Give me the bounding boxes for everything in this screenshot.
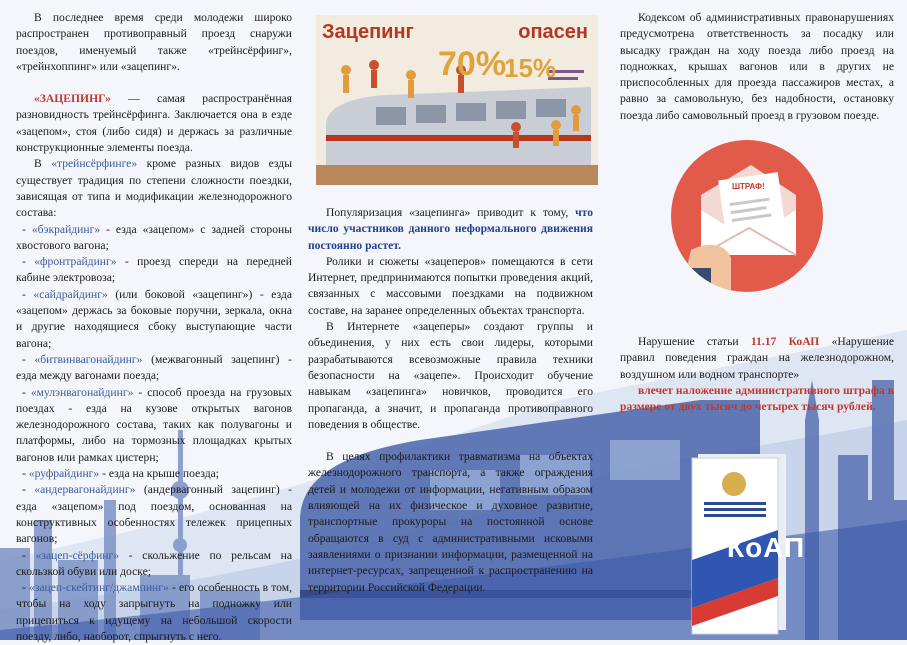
popularization-paragraph <box>308 205 593 254</box>
list-dash: - <box>22 483 35 497</box>
popularization-highlight: что число участников данного неформального движения постоянно растет. <box>308 206 593 252</box>
article-text-a: Нарушение статьи <box>638 335 751 348</box>
type-description: (андервагонный зацепинг) - езда «зацепом» под поездом, основанная на конструктивных особенностях тележек прицепных вагонов; <box>16 483 292 546</box>
type-term: «зацеп-скейтинг/джампинг» <box>29 581 169 595</box>
definition-paragraph <box>16 91 292 156</box>
list-dash: - <box>22 352 35 366</box>
type-item <box>16 222 292 255</box>
type-description: - скольжение по рельсам на скользкой обуви или доске; <box>16 548 292 578</box>
koap-book-label: КоАП <box>727 532 806 563</box>
trainsurfing-text-a: В <box>34 157 52 171</box>
list-dash: - <box>22 287 34 301</box>
type-description: - проезд спереди на передней кабине электровоза; <box>16 255 292 285</box>
list-dash: - <box>22 255 35 269</box>
article-paragraph <box>620 334 894 383</box>
type-item <box>16 352 292 385</box>
infographic-image <box>316 15 598 185</box>
list-dash: - <box>22 222 32 236</box>
zaceping-term: «ЗАЦЕПИНГ» <box>34 92 111 106</box>
right-column-top <box>620 10 894 124</box>
type-term: «руфрайдинг» <box>28 467 100 481</box>
intro-paragraph: В последнее время среди молодежи широко распространен противоправный проезд снаружи поездов, именуемый также «трейнсёрфинг», «трейнхоппинг» или «зацепинг». <box>16 11 292 73</box>
article-number: 11.17 КоАП <box>750 335 820 348</box>
popularization-text: Популяризация «зацепинга» приводит к тому, <box>326 206 576 219</box>
trainsurfing-term: «трейнсёрфинге» <box>51 157 138 171</box>
penalty-paragraph: влечет наложение административного штрафа в размере от двух тысяч до четырех тысяч рублей. <box>620 383 894 414</box>
infographic-title-left: Зацепинг <box>322 21 414 43</box>
internet-groups-paragraph: В Интернете «зацеперы» создают группы и объединения, у них есть свои лидеры, которыми разрабатываются всевозможные правила техники безопасности на «зацепе». Происходит обучение навыкам «зацепинга» новичков, проводится его пропаганда, а значит, и пропаганда противоправного поведения в обществе. <box>308 320 593 431</box>
fine-label: ШТРАФ! <box>732 182 765 191</box>
fine-icon-drawing <box>671 140 823 292</box>
infographic-title-right: опасен <box>518 21 588 43</box>
infographic-stat-2: 15% <box>504 53 557 83</box>
middle-column <box>308 205 593 596</box>
type-item <box>16 580 292 645</box>
type-term: «битвинвагонайдинг» <box>34 352 143 366</box>
trainsurfing-paragraph <box>16 156 292 221</box>
list-dash: - <box>22 467 29 481</box>
list-dash: - <box>22 548 36 562</box>
trainsurfing-text-b: кроме разных видов езды существует традиция по степени сложности поездки, зависящая от типа и модификации железнодорожного состава: <box>16 157 292 220</box>
article-text-b: «Нарушение правил поведения граждан на железнодорожном, воздушном или водном транспорте» <box>620 335 894 381</box>
type-description: - езда «зацепом» с задней стороны хвостового вагона; <box>16 222 292 252</box>
fine-icon <box>671 140 823 292</box>
type-description: - способ проезда на грузовых поездах - езда на кузове открытых вагонов железнодорожного состава, таких как полувагоны и платформы, либо на тормозных площадках крытых вагонов или рамках цистерн; <box>16 385 292 464</box>
type-description: (или боковой «зацепинг») - езда «зацепом» держась за боковые поручни, зеркала, окна и другие находящиеся сбоку выступающие части вагона; <box>16 287 292 350</box>
type-item <box>16 482 292 547</box>
list-dash: - <box>22 581 30 595</box>
type-item <box>16 385 292 466</box>
type-term: «сайдрайдинг» <box>33 287 108 301</box>
list-dash: - <box>22 385 31 399</box>
code-responsibility-paragraph: Кодексом об административных правонарушениях предусмотрена ответственность за посадку или высадку граждан на ходу поезда либо проезд на подножках, крышах вагонов или в других не приспособленных для проезда пассажиров местах, а равно за самовольную, без надобности, остановку поезда либо самовольный проезд в грузовом поезде. <box>620 11 894 122</box>
types-list <box>16 222 292 645</box>
videos-paragraph: Ролики и сюжеты «зацеперов» помещаются в сети Интернет, предпринимаются попытки проведения акций, связанных с массовыми поездками на подвижном составе, на заранее определенных объектах транспорта. <box>308 254 593 317</box>
infographic-stat-1: 70% <box>438 45 507 83</box>
prevention-paragraph: В целях профилактики травматизма на объектах железнодорожного транспорта, а также ограждения детей и молодежи от информации, негативным образом влияющей на их физическое и духовное развитие, транспортные прокуроры на постоянной основе обращаются в суд с административными исковыми заявлениями о признании информации, размещенной на интернет-ресурсах, запрещенной к распространению на территории Российской Федерации. <box>308 450 593 594</box>
type-item <box>16 548 292 581</box>
type-term: «мулэнвагонайдинг» <box>30 385 134 399</box>
type-description: - его особенность в том, чтобы на ходу запрыгнуть на подножку или прицепиться к идущему на небольшой скорости поезду, либо, наоборот, спрыгнуть с него. <box>16 581 292 643</box>
type-item <box>16 287 292 352</box>
type-term: «зацеп-сёрфинг» <box>35 548 120 562</box>
type-term: «бэкрайдинг» <box>31 222 101 236</box>
right-column-bottom <box>620 334 894 415</box>
type-term: «андервагонайдинг» <box>34 483 136 497</box>
left-column <box>16 10 292 645</box>
type-item <box>16 254 292 287</box>
definition-text: — самая распространённая разновидность трейнсёрфинга. Заключается она в езде «зацепом», стоя (либо сидя) и держась за различные конструкционные элементы поезда. <box>16 92 292 155</box>
type-term: «фронтрайдинг» <box>34 255 117 269</box>
type-description: (межвагонный зацепинг) - езда между вагонами поезда; <box>16 352 292 383</box>
type-item <box>16 466 292 482</box>
type-description: - езда на крыше поезда; <box>99 467 219 481</box>
